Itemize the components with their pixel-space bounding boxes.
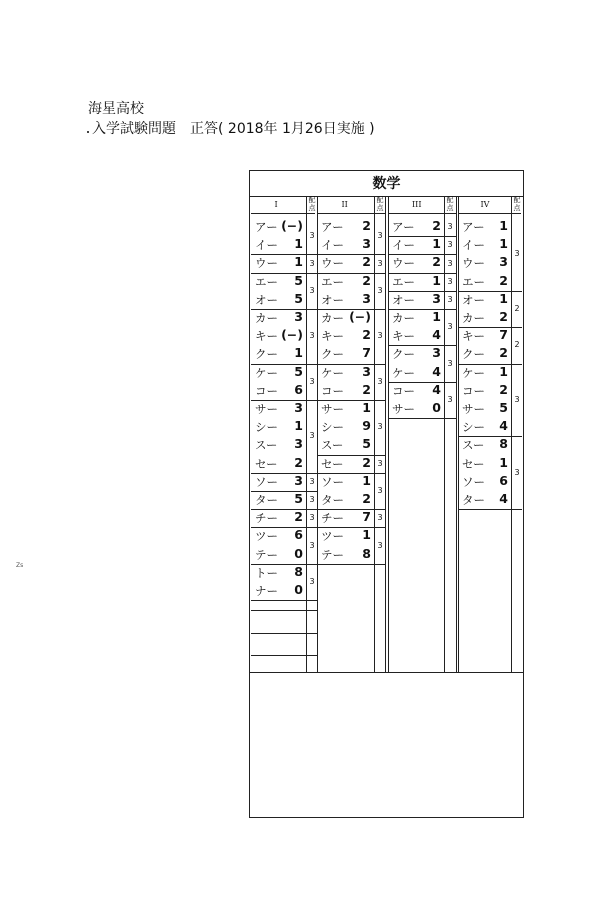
answer-row [458,436,511,454]
answer-label: ケー [392,365,415,380]
answer-label: テー [255,547,278,562]
answer-row [251,436,306,454]
answer-value: 7 [499,327,508,343]
points-value: 3 [309,331,315,341]
answer-value: 0 [432,400,441,415]
answer-row [317,273,374,291]
answer-row [251,327,306,345]
answer-label: ウー [462,256,485,271]
answer-value: 3 [362,236,371,252]
answer-value: (−) [281,327,303,343]
group-rule [458,291,522,292]
answer-label: ソー [321,474,344,489]
answer-label: シー [321,420,344,435]
answer-row [458,491,511,509]
answer-label: カー [392,311,415,325]
answer-row [317,527,374,545]
points-value: 3 [377,540,383,550]
points-value: 3 [377,458,383,468]
answer-row [317,382,374,400]
answer-label: ツー [321,529,344,544]
answer-value: 5 [294,290,303,306]
answer-row [317,509,374,527]
answer-row [317,418,374,436]
group-rule [317,400,385,401]
points-value: 3 [377,422,383,432]
group-rule [388,273,456,274]
answer-label: イー [255,238,278,253]
answer-label: オー [462,292,485,307]
section-header-rule [251,213,315,214]
group-rule [388,291,456,292]
points-value: 3 [309,577,315,586]
points-value: 3 [309,376,315,386]
points-value: 2 [514,340,520,350]
column-divider [456,196,457,672]
answer-value: 1 [294,418,303,434]
answer-row [251,546,306,564]
answer-label: イー [392,238,415,253]
points-value: 3 [447,222,453,232]
points-value: 3 [377,376,383,386]
answer-row [388,345,444,363]
answer-value: 1 [499,454,508,470]
answer-label: テー [321,547,344,562]
stray-mark: Zs [16,562,24,569]
answer-value: 1 [499,363,508,379]
answer-label: ター [255,493,278,507]
answer-row [458,364,511,382]
answer-row [251,582,306,600]
answer-value: 1 [499,236,508,252]
answer-value: 1 [499,218,508,233]
answer-value: 5 [362,436,371,452]
points-header: 配点 [376,196,384,212]
answer-label: アー [392,220,415,234]
answer-value: 6 [499,472,508,488]
answer-label: ソー [462,474,485,489]
answer-value: 5 [294,491,303,506]
answer-row [251,236,306,254]
answer-value: 4 [499,491,508,506]
answer-row [388,273,444,291]
answer-value: 3 [294,472,303,488]
answer-row [317,327,374,345]
answer-row [388,218,444,236]
group-rule [317,254,385,255]
answer-row [388,382,444,400]
points-value: 3 [447,395,453,404]
group-rule [317,455,385,456]
group-rule [458,364,522,365]
answer-row [317,546,374,564]
answer-label: クー [321,347,344,362]
answer-label: チー [321,511,344,526]
answer-value: 2 [362,454,371,470]
answer-value: 1 [432,309,441,324]
answer-row [251,218,306,236]
answer-row [388,327,444,345]
answer-row [317,364,374,382]
section-header-rule [458,213,521,214]
group-rule [251,254,317,255]
answer-row [458,345,511,363]
subject-title: 数学 [250,171,523,197]
answer-value: 2 [362,327,371,343]
answer-label: ケー [255,365,278,380]
points-value: 3 [309,540,315,550]
answer-value: 2 [432,218,441,233]
answer-value: 1 [362,472,371,488]
answer-value: 4 [432,327,441,343]
section-number: IV [480,200,490,209]
answer-label: サー [255,402,278,416]
answer-value: 2 [499,309,508,324]
points-value: 3 [309,495,315,505]
answer-value: 1 [432,236,441,252]
answer-label: シー [462,420,485,435]
answer-row [317,291,374,309]
answer-value: 1 [499,290,508,306]
answer-label: エー [392,274,415,289]
answer-label: トー [255,565,278,580]
answer-label: ソー [255,474,278,489]
answer-row [251,400,306,418]
answer-value: 9 [362,418,371,434]
answer-label: コー [462,383,485,398]
answer-value: 5 [499,400,508,415]
points-value: 3 [309,258,315,268]
answer-label: オー [255,292,278,307]
answer-row [251,455,306,473]
answer-value: 2 [362,381,371,397]
section-number: I [274,200,278,209]
group-rule [388,418,456,419]
school-name: 海星高校 [88,101,144,117]
answer-row [388,364,444,382]
answer-value: 1 [294,254,303,270]
answer-label: セー [321,456,344,471]
group-rule [317,309,385,310]
group-rule [251,273,317,274]
group-rule [388,345,456,346]
answer-label: ウー [321,256,344,271]
group-rule [251,364,317,365]
answer-row [317,400,374,418]
answer-label: オー [392,292,415,307]
answer-label: ナー [255,584,278,598]
points-value: 2 [514,304,520,313]
answer-value: (−) [281,218,303,233]
points-value: 3 [309,231,315,241]
answer-value: (−) [349,309,371,324]
answer-row [251,254,306,272]
scan-dot [87,131,89,133]
answer-row [251,527,306,545]
answer-value: 8 [499,436,508,452]
answer-label: アー [462,220,485,234]
answer-value: 2 [362,491,371,506]
group-rule [317,473,385,474]
answer-value: 3 [499,254,508,270]
points-value: 3 [309,513,315,523]
answer-value: 2 [432,254,441,270]
answer-value: 1 [294,236,303,252]
points-value: 3 [514,467,520,477]
answer-value: 5 [294,272,303,288]
group-rule [251,509,317,510]
answer-label: コー [321,383,344,398]
answer-label: サー [462,402,485,416]
answer-value: 2 [294,509,303,525]
answer-value: 8 [362,545,371,561]
answer-label: ウー [392,256,415,271]
answer-label: オー [321,292,344,307]
answer-label: クー [462,347,485,362]
group-rule [317,273,385,274]
points-value: 3 [309,476,315,486]
answer-row [458,273,511,291]
answer-label: シー [255,420,278,435]
answer-label: ケー [321,365,344,380]
group-rule [317,364,385,365]
points-value: 3 [447,276,453,286]
answer-row [251,473,306,491]
answer-row [458,455,511,473]
points-header: 配点 [446,196,454,212]
exam-subtitle: 入学試験問題 正答( 2018年 1月26日実施 ) [92,121,375,137]
notes-area-divider [249,672,524,673]
column-divider [511,196,512,672]
group-rule [388,236,456,237]
section-number: II [341,200,348,209]
answer-label: カー [321,311,344,325]
group-rule [251,600,317,601]
answer-row [458,254,511,272]
answer-value: 8 [294,563,303,579]
answer-label: クー [255,347,278,362]
answer-label: コー [255,383,278,398]
points-value: 3 [377,231,383,241]
answer-label: カー [462,311,485,325]
answer-value: 2 [294,454,303,470]
answer-row [388,254,444,272]
answer-label: ター [462,493,485,507]
group-rule [251,473,317,474]
answer-row [251,345,306,363]
group-rule [317,509,385,510]
answer-value: 2 [362,272,371,288]
answer-value: 2 [362,254,371,270]
answer-row [388,236,444,254]
blank-row-rule [251,633,317,634]
points-value: 3 [309,431,315,441]
column-divider [385,196,386,672]
answer-value: 7 [362,509,371,525]
section-header-rule [317,213,386,214]
answer-row [317,236,374,254]
answer-value: 3 [294,309,303,324]
answer-value: 2 [362,218,371,233]
group-rule [251,400,317,401]
points-value: 3 [447,294,453,304]
answer-value: 0 [294,582,303,597]
answer-value: 1 [362,527,371,543]
answer-label: スー [321,438,344,453]
section-header-rule [388,213,456,214]
answer-row [251,364,306,382]
answer-row [251,273,306,291]
answer-label: イー [321,238,344,253]
answer-row [251,509,306,527]
answer-row [251,382,306,400]
answer-row [251,564,306,582]
answer-row [458,236,511,254]
answer-value: 6 [294,527,303,543]
answer-row [317,473,374,491]
group-rule [458,327,522,328]
answer-value: 2 [499,345,508,361]
answer-label: クー [392,347,415,362]
group-rule [458,436,522,437]
points-value: 3 [447,240,453,250]
answer-label: アー [255,220,278,234]
answer-label: アー [321,220,344,234]
answer-value: 2 [499,381,508,397]
answer-row [251,418,306,436]
answer-value: 6 [294,381,303,397]
group-rule [388,254,456,255]
answer-value: 4 [432,381,441,397]
group-rule [317,564,385,565]
answer-row [317,455,374,473]
answer-row [317,254,374,272]
answer-label: キー [462,329,485,344]
answer-row [458,382,511,400]
answer-row [317,345,374,363]
answer-label: コー [392,383,415,398]
answer-row [317,491,374,509]
answer-row [458,400,511,418]
answer-row [251,309,306,327]
answer-row [251,491,306,509]
answer-value: 5 [294,363,303,379]
answer-row [458,418,511,436]
answer-value: 3 [432,290,441,306]
answer-label: キー [255,329,278,344]
blank-row-rule [251,655,317,656]
answer-value: 3 [294,400,303,415]
answer-row [317,436,374,454]
answer-row [317,309,374,327]
answer-value: 3 [362,290,371,306]
answer-value: 3 [294,436,303,452]
group-rule [251,309,317,310]
answer-value: 0 [294,545,303,561]
answer-row [458,309,511,327]
answer-label: サー [321,402,344,416]
group-rule [251,564,317,565]
answer-row [388,291,444,309]
points-value: 3 [514,249,520,259]
points-value: 3 [447,358,453,368]
answer-label: エー [321,274,344,289]
answer-value: 3 [432,345,441,361]
points-value: 3 [377,486,383,495]
blank-row-rule [251,610,317,611]
points-header: 配点 [513,196,521,212]
answer-row [388,400,444,418]
group-rule [251,491,317,492]
answer-row [251,291,306,309]
answer-value: 1 [362,400,371,415]
points-value: 3 [447,322,453,332]
group-rule [388,382,456,383]
answer-label: スー [255,438,278,453]
answer-label: スー [462,438,485,453]
answer-label: カー [255,311,278,325]
answer-value: 1 [432,272,441,288]
answer-label: ウー [255,256,278,271]
answer-value: 1 [294,345,303,361]
answer-value: 4 [499,418,508,434]
answer-label: キー [392,329,415,344]
answer-row [317,218,374,236]
answer-label: ケー [462,365,485,380]
answer-label: ツー [255,529,278,544]
group-rule [251,527,317,528]
points-value: 3 [377,258,383,268]
answer-row [458,327,511,345]
points-value: 3 [377,331,383,341]
points-value: 3 [377,513,383,523]
answer-label: エー [462,274,485,289]
group-rule [388,309,456,310]
answer-row [458,291,511,309]
points-value: 3 [377,285,383,295]
answer-row [458,218,511,236]
points-value: 3 [514,395,520,404]
points-value: 3 [447,258,453,268]
answer-label: キー [321,329,344,344]
answer-row [388,309,444,327]
answer-value: 3 [362,363,371,379]
answer-row [458,473,511,491]
answer-label: セー [255,456,278,471]
answer-label: イー [462,238,485,253]
points-header: 配点 [308,196,316,212]
answer-label: ター [321,493,344,507]
answer-value: 2 [499,272,508,288]
answer-label: チー [255,511,278,526]
answer-label: エー [255,274,278,289]
answer-label: サー [392,402,415,416]
points-value: 3 [309,285,315,295]
group-rule [458,509,522,510]
answer-value: 7 [362,345,371,361]
group-rule [317,527,385,528]
section-number: III [412,200,422,209]
answer-label: セー [462,456,485,471]
answer-value: 4 [432,363,441,379]
